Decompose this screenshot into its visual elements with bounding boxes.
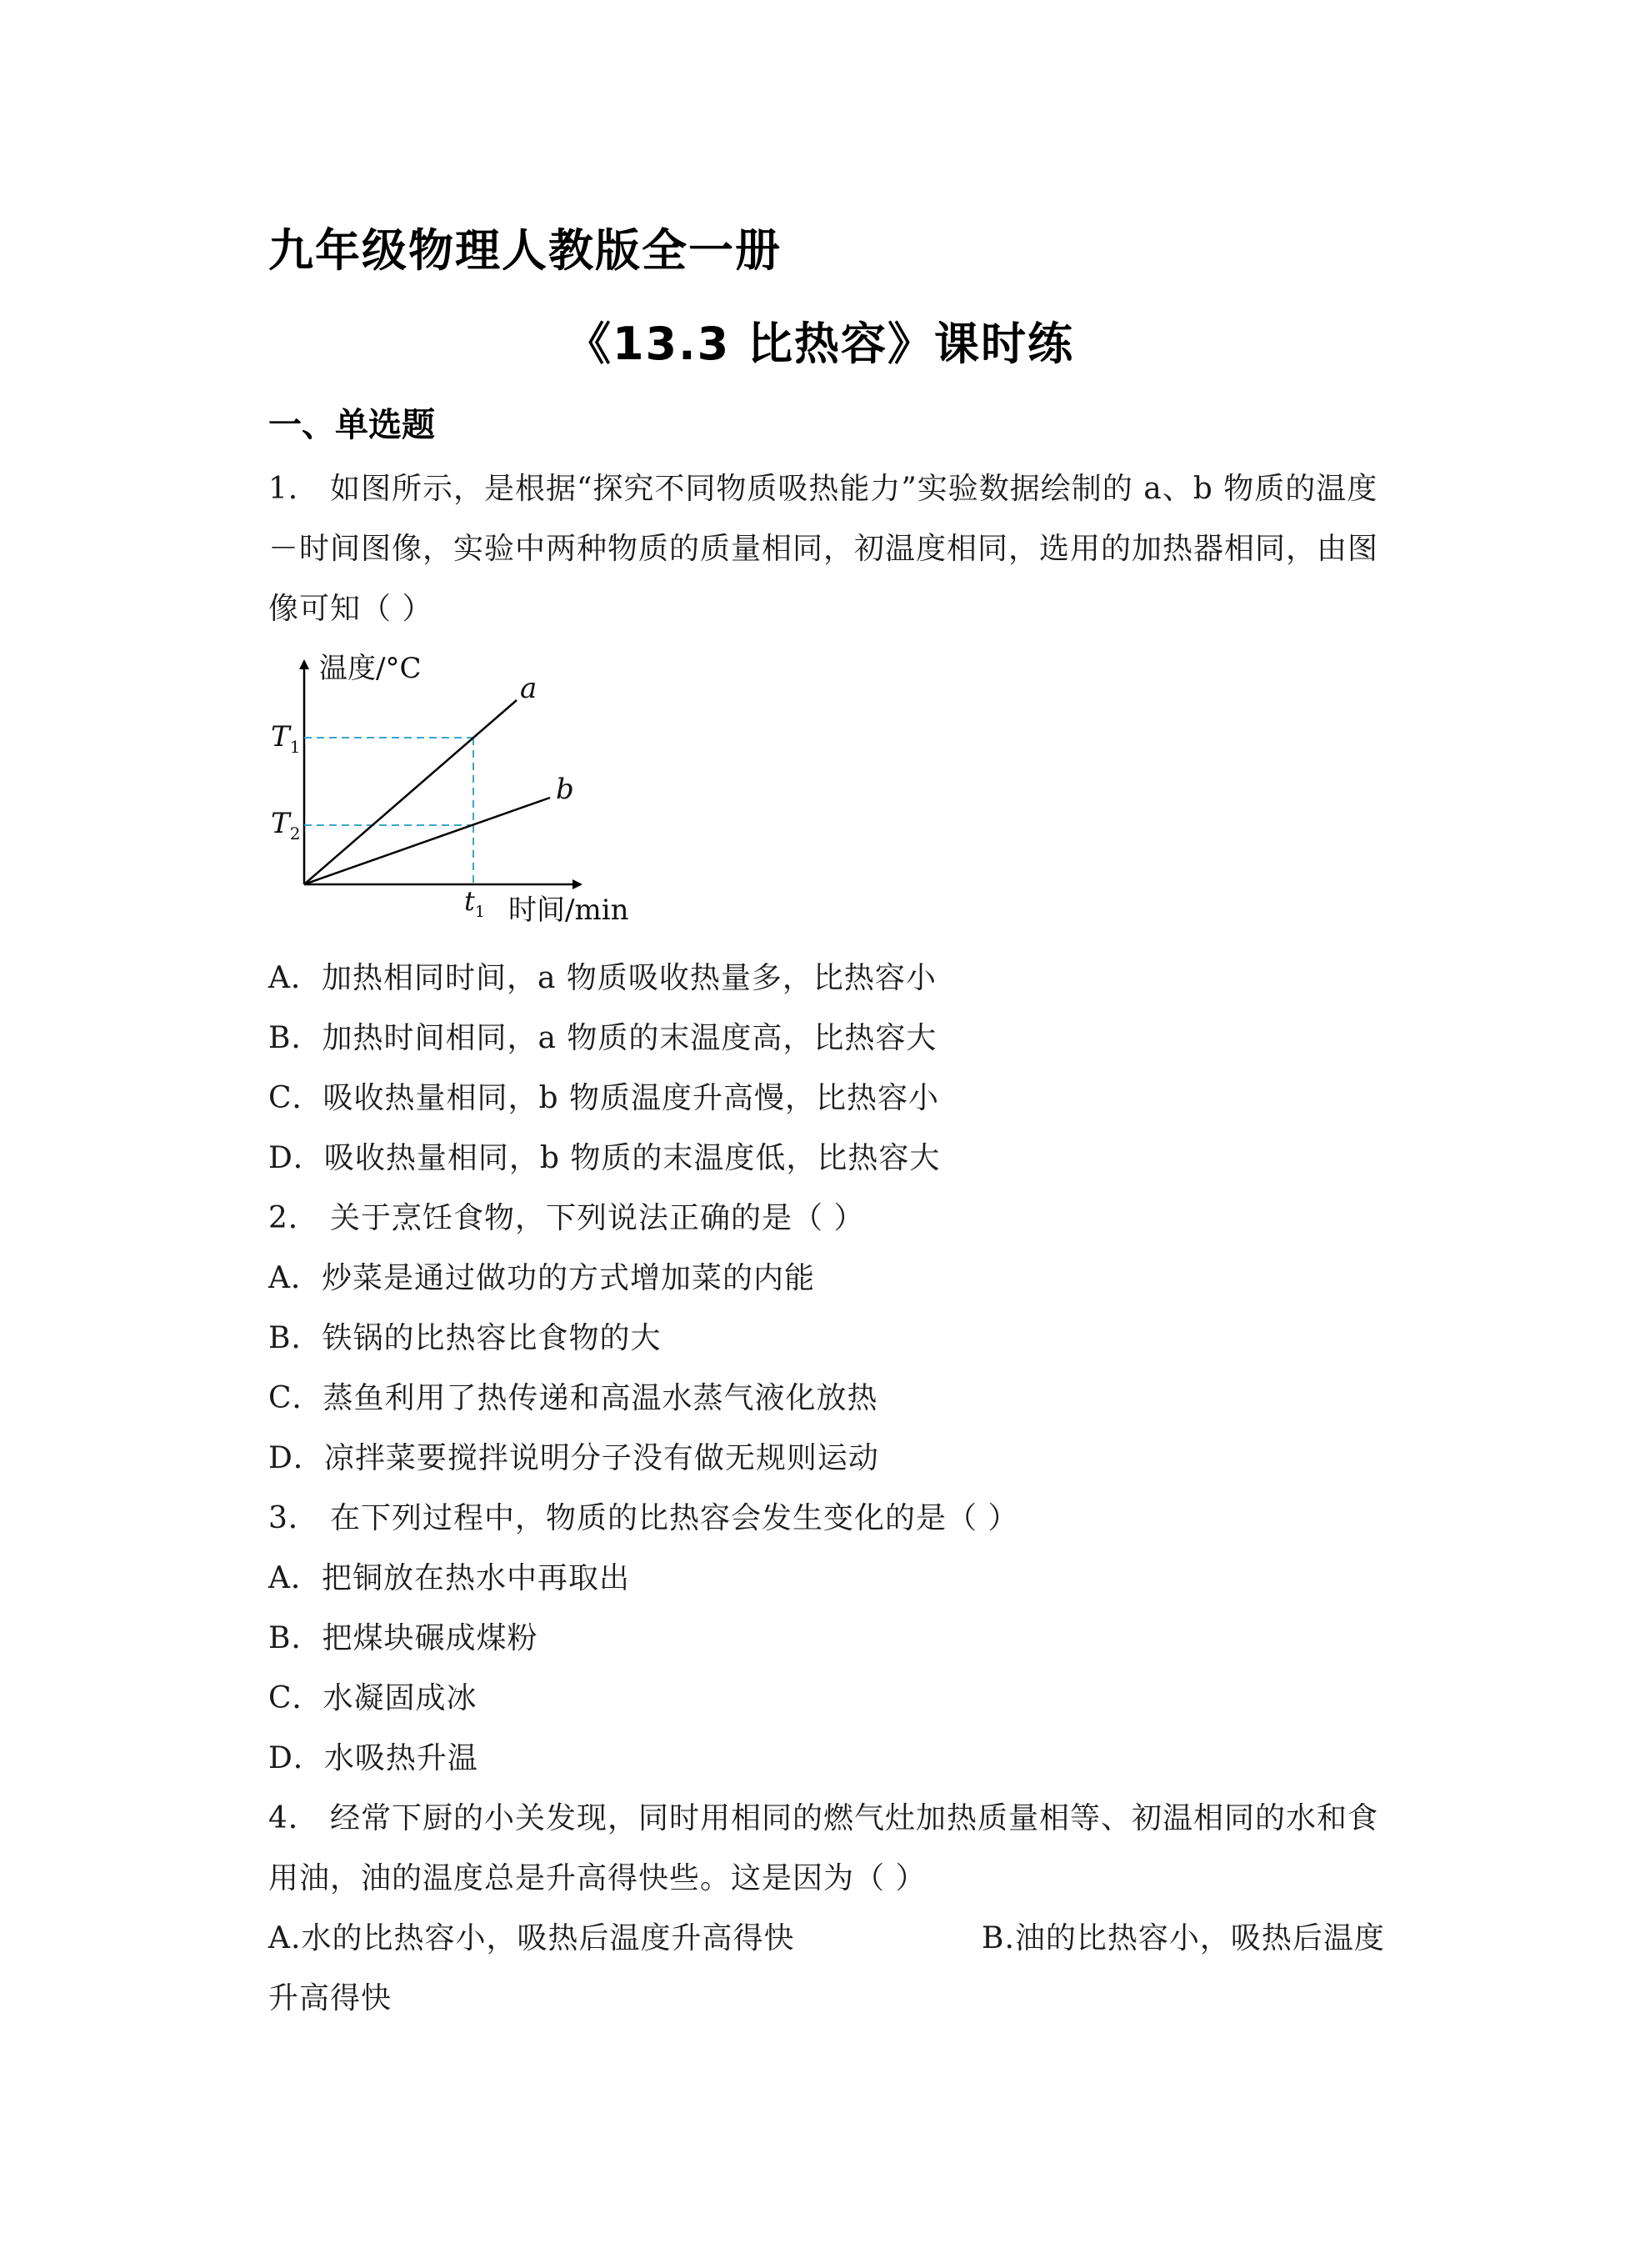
question-4-line-2: 用油，油的温度总是升高得快些。这是因为（ ）: [268, 1861, 927, 1895]
section-heading: 一、单选题: [268, 406, 435, 444]
x-axis-label: 时间/min: [508, 894, 629, 927]
question-3-option-b: B．把煤块碾成煤粉: [268, 1621, 538, 1655]
question-3-option-c: C．水凝固成冰: [268, 1681, 478, 1715]
question-1-option-a: A．加热相同时间，a 物质吸收热量多，比热容小: [268, 961, 937, 995]
y-mark-t2: $T_2$: [271, 807, 301, 844]
question-2-option-c: C．蒸鱼利用了热传递和高温水蒸气液化放热: [268, 1381, 878, 1415]
question-2-number: 2．: [268, 1201, 319, 1235]
question-1-line-2: －时间图像，实验中两种物质的质量相同，初温度相同，选用的加热器相同，由图: [268, 532, 1379, 566]
question-4-option-b-continued: 升高得快: [268, 1981, 392, 2015]
question-1-number: 1．: [268, 472, 319, 506]
question-1-line-3: 像可知（ ）: [268, 592, 433, 626]
series-a-line: [304, 700, 517, 884]
series-b-line: [304, 798, 550, 884]
graph-svg: [262, 646, 662, 929]
x-mark-t1: $t_1$: [464, 885, 485, 921]
question-1-option-d: D．吸收热量相同，b 物质的末温度低，比热容大: [268, 1141, 941, 1175]
question-3-number: 3．: [268, 1501, 319, 1535]
question-2-option-d: D．凉拌菜要搅拌说明分子没有做无规则运动: [268, 1441, 879, 1475]
question-2-line-1: 关于烹饪食物，下列说法正确的是（ ）: [330, 1201, 865, 1235]
question-3-line-1: 在下列过程中，物质的比热容会发生变化的是（ ）: [330, 1501, 1019, 1535]
series-a-label: a: [520, 672, 538, 705]
question-4-option-a: A.水的比热容小，吸热后温度升高得快: [268, 1921, 795, 1955]
question-1-line-1: 如图所示，是根据“探究不同物质吸热能力”实验数据绘制的 a、b 物质的温度: [330, 472, 1378, 506]
question-4-number: 4．: [268, 1801, 319, 1835]
question-1-option-c: C．吸收热量相同，b 物质温度升高慢，比热容小: [268, 1081, 940, 1115]
page-title: 九年级物理人教版全一册: [268, 224, 782, 277]
temperature-time-graph: [262, 646, 662, 929]
question-1-option-b: B．加热时间相同，a 物质的末温度高，比热容大: [268, 1021, 938, 1055]
question-4-option-b: B.油的比热容小，吸热后温度: [982, 1921, 1385, 1955]
question-3-option-d: D．水吸热升温: [268, 1741, 478, 1775]
y-axis-label: 温度/°C: [319, 652, 422, 685]
question-3-option-a: A．把铜放在热水中再取出: [268, 1561, 630, 1595]
lesson-title: 《13.3 比热容》课时练: [565, 318, 1075, 370]
question-2-option-a: A．炒菜是通过做功的方式增加菜的内能: [268, 1261, 815, 1295]
question-4-line-1: 经常下厨的小关发现，同时用相同的燃气灶加热质量相等、初温相同的水和食: [330, 1801, 1379, 1835]
y-mark-t1: $T_1$: [271, 720, 301, 757]
question-2-option-b: B．铁锅的比热容比食物的大: [268, 1321, 662, 1355]
series-b-label: b: [556, 773, 574, 806]
